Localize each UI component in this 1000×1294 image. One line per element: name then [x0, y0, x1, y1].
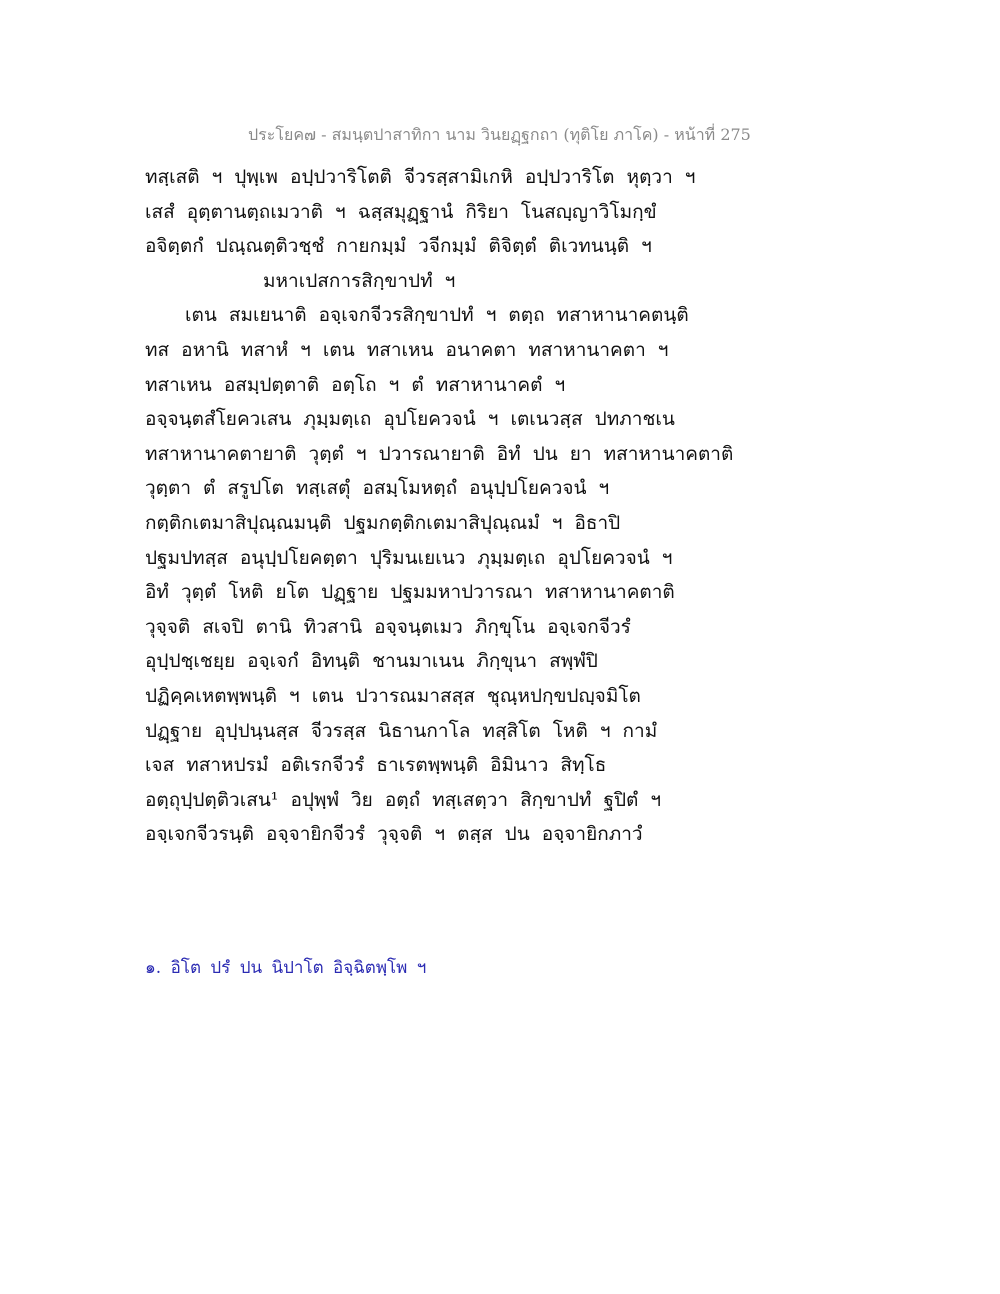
text-line: กตฺติกเตมาสิปุณฺณมนฺติ ปฐมกตฺติกเตมาสิปุณฺณมํ ฯ อิธาปิ — [145, 511, 621, 534]
text-line: ทสฺเสติ ฯ ปุพฺเพ อปฺปวาริโตติ จีวรสฺสามิเกหิ อปฺปวาริโต หุตฺวา ฯ — [145, 166, 696, 188]
text-line: วุตฺตา ตํ สรูปโต ทสฺเสตุํ อสมฺโมหตฺถํ อนุปฺปโยควจนํ ฯ — [145, 477, 610, 500]
section-heading: มหาเปสการสิกฺขาปทํ ฯ — [263, 269, 456, 292]
text-line: อุปฺปชฺเชยฺย อจฺเจกํ อิทนฺติ ชานมาเนน ภิกฺขุนา สพฺพํปิ — [145, 650, 598, 673]
text-line: วุจฺจติ สเจปิ ตานิ ทิวสานิ อจฺจนฺตเมว ภิกฺขุโน อจฺเจกจีวรํ — [145, 615, 631, 638]
text-line: อตฺถุปฺปตฺติวเสน¹ อปุพฺพํ วิย อตฺถํ ทสฺเสตฺวา สิกฺขาปทํ ฐปิตํ ฯ — [145, 788, 662, 811]
text-line: ปฐมปทสฺส อนุปฺปโยคตฺตา ปุริมนเยเนว ภุมฺมตฺเถ อุปโยควจนํ ฯ — [145, 546, 673, 569]
text-line: เจส ทสาหปรมํ อติเรกจีวรํ ธาเรตพฺพนฺติ อิมินาว สิทฺโธ — [145, 754, 607, 777]
text-line: อจิตฺตกํ ปณฺณตฺติวชฺชํ กายกมฺมํ วจีกมฺมํ ติจิตฺตํ ติเวทนนฺติ ฯ — [145, 235, 652, 258]
page-header: ประโยค๗ - สมนฺตปาสาทิกา นาม วินยฏฺฐกถา (ทุติโย ภาโค) - หน้าที่ 275 — [248, 125, 751, 144]
text-line: ปฏิคฺคเหตพฺพนฺติ ฯ เตน ปวารณมาสสฺส ชุณฺหปกฺขปญฺจมิโต — [145, 684, 641, 707]
text-line: อจฺจนฺตสํโยควเสน ภุมฺมตฺเถ อุปโยควจนํ ฯ เตเนวสฺส ปทภาชเน — [145, 408, 675, 431]
text-line: เสสํ อุตฺตานตฺถเมวาติ ฯ ฉสฺสมุฏฺฐานํ กิริยา โนสญฺญาวิโมกฺขํ — [145, 200, 657, 223]
paragraph-first-line: เตน สมเยนาติ อจฺเจกจีวรสิกฺขาปทํ ฯ ตตฺถ ทสาหานาคตนฺติ — [185, 304, 689, 327]
text-line: ปฏฺฐาย อุปฺปนฺนสฺส จีวรสฺส นิธานกาโล ทสฺสิโต โหติ ฯ กามํ — [145, 719, 658, 742]
text-line: อจฺเจกจีวรนฺติ อจฺจายิกจีวรํ วุจฺจติ ฯ ตสฺส ปน อจฺจายิกภาวํ — [145, 823, 643, 846]
text-line: ทสาหานาคตายาติ วุตฺตํ ฯ ปวารณายาติ อิทํ ปน ยา ทสาหานาคตาติ — [145, 442, 734, 465]
text-line: ทสาเหน อสมฺปตฺตาติ อตฺโถ ฯ ตํ ทสาหานาคตํ ฯ — [145, 373, 566, 396]
text-line: อิทํ วุตฺตํ โหติ ยโต ปฏฺฐาย ปฐมมหาปวารณา ทสาหานาคตาติ — [145, 581, 675, 604]
text-line: ทส อหานิ ทสาหํ ฯ เตน ทสาเหน อนาคตา ทสาหานาคตา ฯ — [145, 338, 669, 361]
footnote: ๑. อิโต ปรํ ปน นิปาโต อิจฺฉิตพฺโพ ฯ — [145, 958, 427, 978]
body-text — [145, 160, 734, 852]
